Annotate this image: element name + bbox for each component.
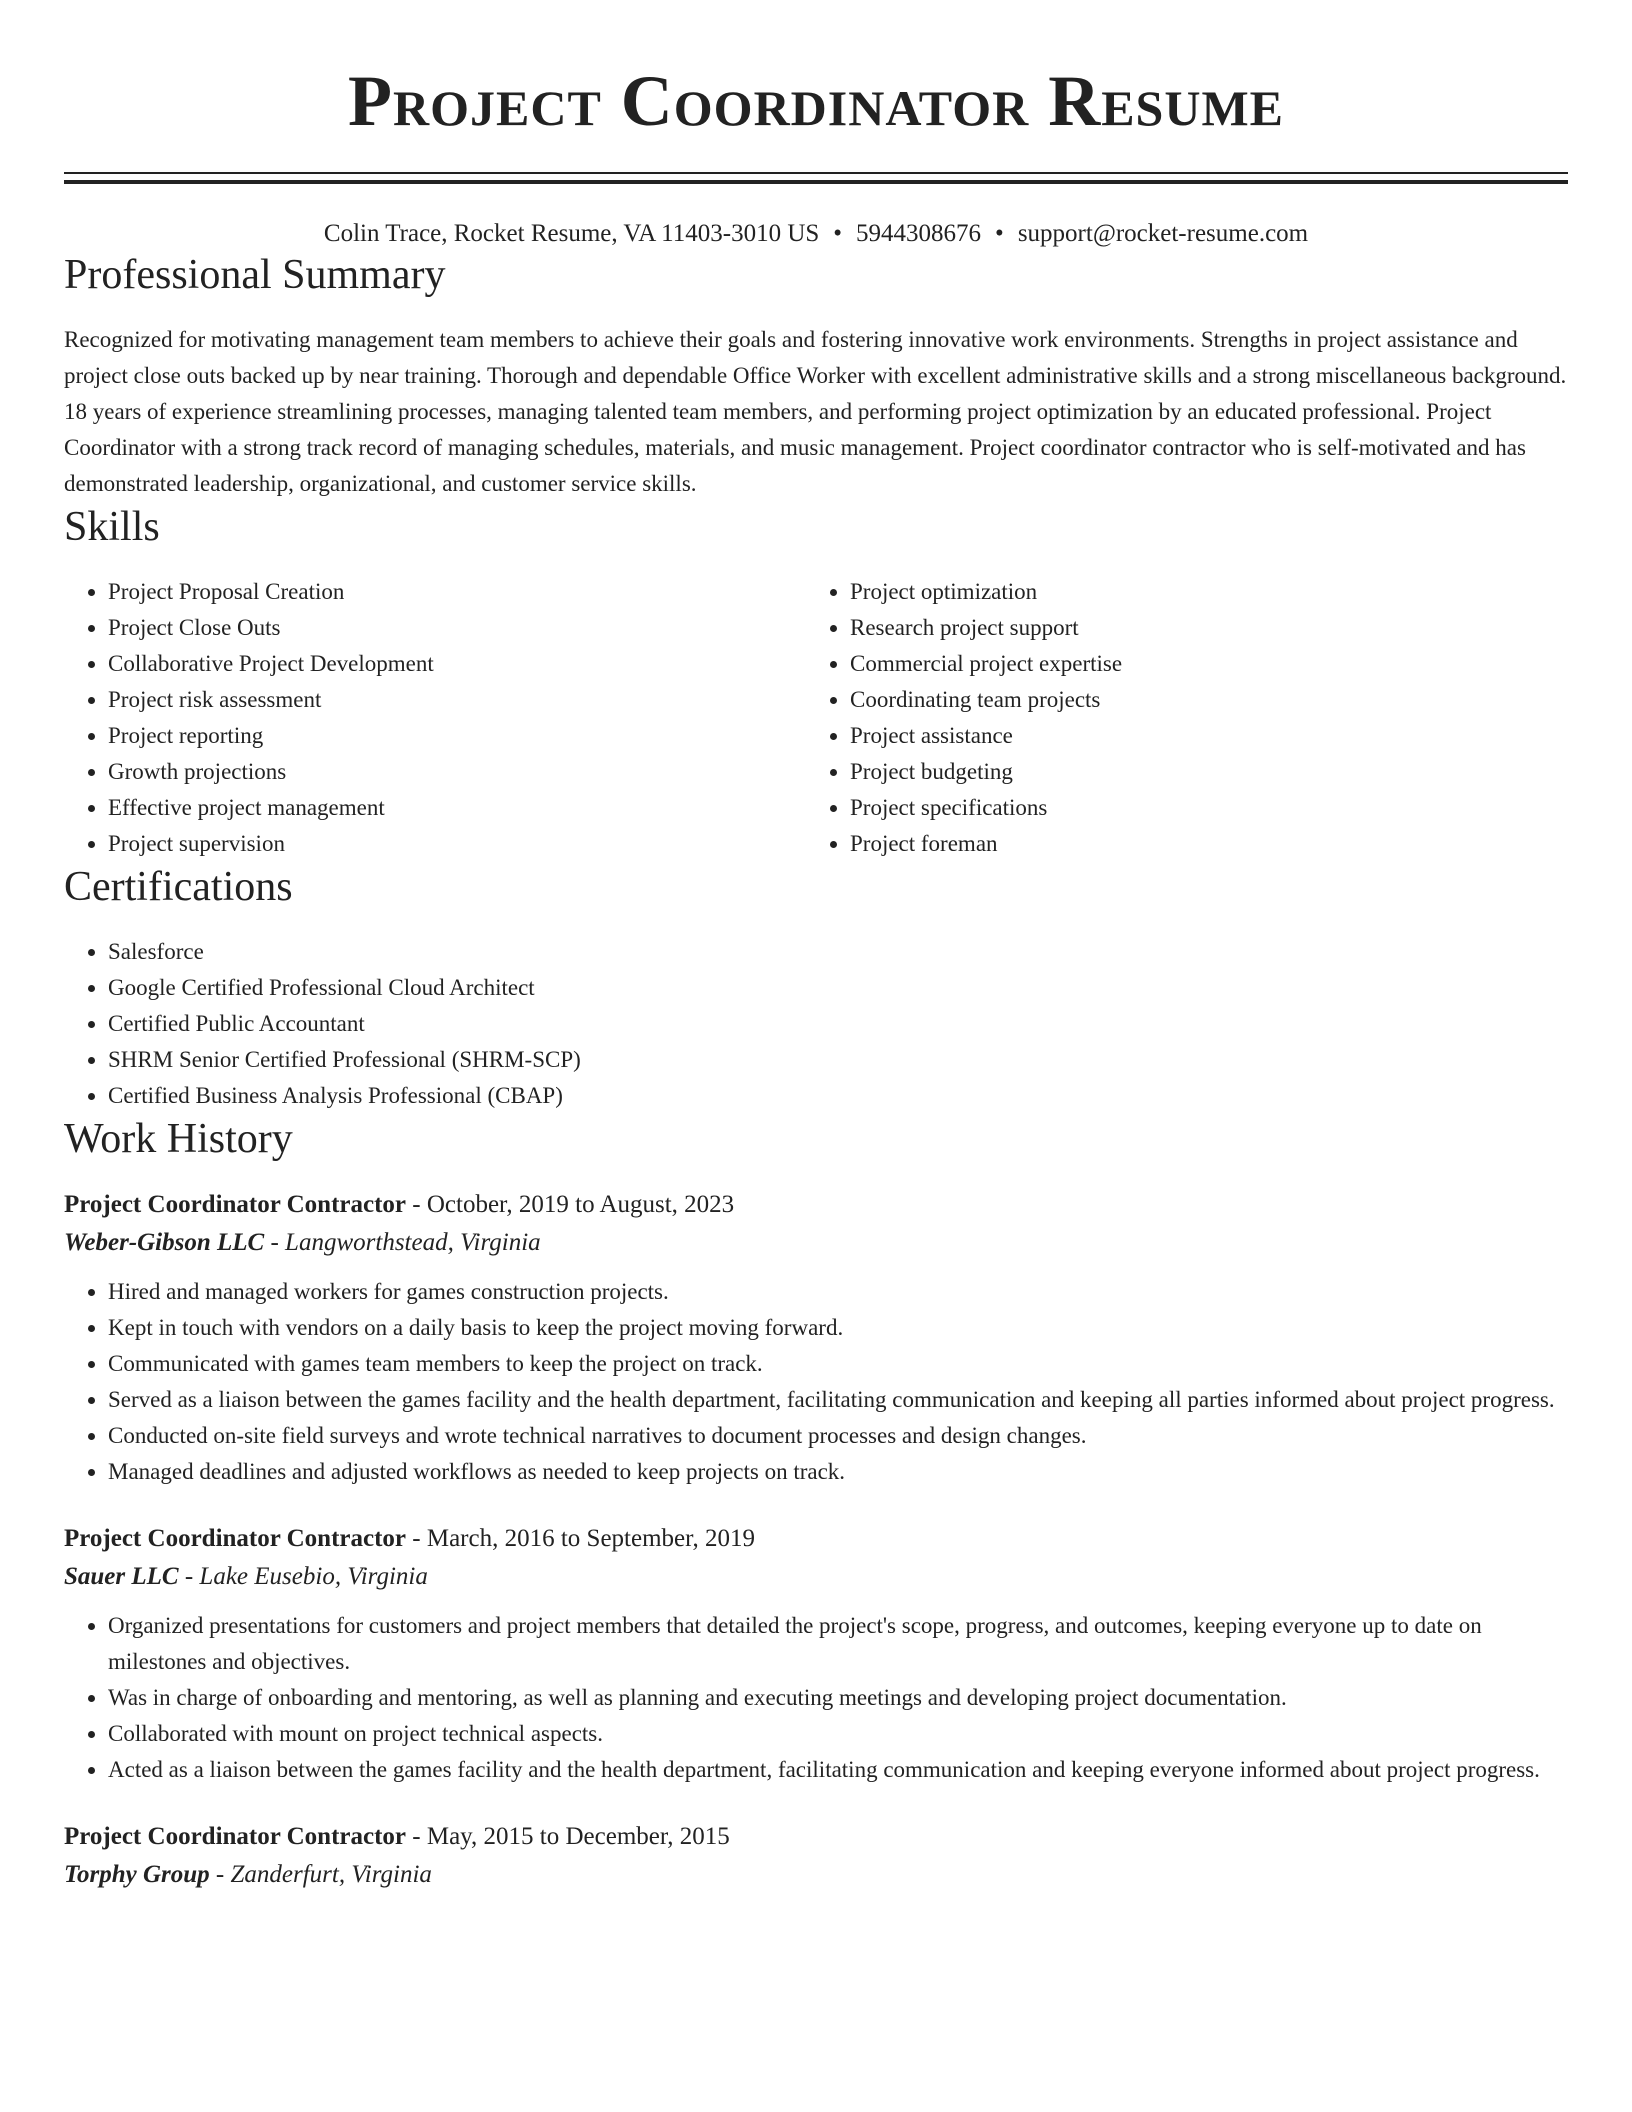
- skill-item: • Project foreman: [850, 826, 1548, 862]
- skill-item: • Project supervision: [108, 826, 806, 862]
- job-duty: • Managed deadlines and adjusted workflows as needed to keep projects on track.: [108, 1454, 1568, 1490]
- company-location: - Zanderfurt, Virginia: [209, 1861, 432, 1888]
- title-divider-thin: [64, 172, 1568, 174]
- job-entry: [64, 1520, 1568, 1788]
- certification-item: • Google Certified Professional Cloud Architect: [108, 970, 1568, 1006]
- company-name: Weber-Gibson LLC: [64, 1229, 265, 1256]
- job-title: Project Coordinator Contractor: [64, 1823, 407, 1850]
- skill-item: • Project reporting: [108, 718, 806, 754]
- skill-item: • Coordinating team projects: [850, 682, 1548, 718]
- contact-address: Colin Trace, Rocket Resume, VA 11403-3010 US: [323, 220, 820, 247]
- skills-column-left: [64, 574, 806, 862]
- job-duties-list: [64, 1274, 1568, 1490]
- resume-page: [64, 0, 1568, 1894]
- skills-grid: [64, 574, 1568, 862]
- skill-item: • Collaborative Project Development: [108, 646, 806, 682]
- job-title: Project Coordinator Contractor: [64, 1191, 407, 1218]
- skills-column-right: [806, 574, 1548, 862]
- job-duties-list: [64, 1608, 1568, 1788]
- job-title-line: [64, 1818, 1568, 1856]
- company-name: Torphy Group: [64, 1861, 210, 1888]
- skill-item: • Effective project management: [108, 790, 806, 826]
- job-dates: - October, 2019 to August, 2023: [406, 1191, 735, 1218]
- company-line: [64, 1224, 1568, 1262]
- skill-item: • Project risk assessment: [108, 682, 806, 718]
- skills-list-right: [806, 574, 1548, 862]
- resume-title: Project Coordinator Resume: [348, 61, 1284, 141]
- job-duty: • Communicated with games team members to keep the project on track.: [108, 1346, 1568, 1382]
- job-duty: • Was in charge of onboarding and mentoring, as well as planning and executing meetings and developing project documentation.: [108, 1680, 1568, 1716]
- job-duty: • Kept in touch with vendors on a daily basis to keep the project moving forward.: [108, 1310, 1568, 1346]
- skill-item: • Project Proposal Creation: [108, 574, 806, 610]
- skill-item: • Project assistance: [850, 718, 1548, 754]
- job-duty: • Hired and managed workers for games construction projects.: [108, 1274, 1568, 1310]
- company-location: - Langworthstead, Virginia: [264, 1229, 541, 1256]
- certification-item: • SHRM Senior Certified Professional (SHRM-SCP): [108, 1042, 1568, 1078]
- job-duty: • Acted as a liaison between the games facility and the health department, facilitating communication and keeping everyone informed about project progress.: [108, 1752, 1568, 1788]
- skill-item: • Project specifications: [850, 790, 1548, 826]
- job-duty: • Collaborated with mount on project technical aspects.: [108, 1716, 1568, 1752]
- contact-email: support@rocket-resume.com: [1017, 220, 1309, 247]
- certification-item: • Salesforce: [108, 934, 1568, 970]
- company-name: Sauer LLC: [64, 1563, 179, 1590]
- skill-item: • Commercial project expertise: [850, 646, 1548, 682]
- contact-separator: •: [833, 220, 843, 247]
- contact-phone: 5944308676: [856, 220, 982, 247]
- summary-text: Recognized for motivating management team members to achieve their goals and fostering innovative work environments. Strengths in project assistance and project close outs backed up by near training. Thorough and dependable Office Worker with excellent administrative skills and a strong miscellaneous background. 18 years of experience streamlining processes, managing talented team members, and performing project optimization by an educated professional. Project Coordinator with a strong track record of managing schedules, materials, and music management. Project coordinator contractor who is self-motivated and has demonstrated leadership, organizational, and customer service skills.: [64, 327, 1567, 496]
- job-duty: • Served as a liaison between the games facility and the health department, facilitating communication and keeping all parties informed about project progress.: [108, 1382, 1568, 1418]
- contact-separator: •: [995, 220, 1004, 247]
- skill-item: • Growth projections: [108, 754, 806, 790]
- skill-item: • Project Close Outs: [108, 610, 806, 646]
- certification-item: • Certified Public Accountant: [108, 1006, 1568, 1042]
- company-line: [64, 1856, 1568, 1894]
- certifications-heading: Certifications: [64, 864, 293, 910]
- skill-item: • Project budgeting: [850, 754, 1548, 790]
- job-dates: - March, 2016 to September, 2019: [406, 1525, 755, 1552]
- company-location: - Lake Eusebio, Virginia: [178, 1563, 428, 1590]
- title-divider-thick: [64, 180, 1568, 184]
- job-dates: - May, 2015 to December, 2015: [406, 1823, 730, 1850]
- certifications-list: [64, 934, 1568, 1114]
- skills-heading: Skills: [64, 504, 160, 550]
- job-duty: • Organized presentations for customers and project members that detailed the project's scope, progress, and outcomes, keeping everyone up to date on milestones and objectives.: [108, 1608, 1568, 1680]
- company-line: [64, 1558, 1568, 1596]
- skill-item: • Project optimization: [850, 574, 1548, 610]
- certification-item: • Certified Business Analysis Professional (CBAP): [108, 1078, 1568, 1114]
- job-title-line: [64, 1186, 1568, 1224]
- skill-item: • Research project support: [850, 610, 1548, 646]
- job-duty: • Conducted on-site field surveys and wrote technical narratives to document processes and design changes.: [108, 1418, 1568, 1454]
- job-entry: [64, 1818, 1568, 1894]
- summary-heading: Professional Summary: [64, 252, 446, 298]
- work-history-heading: Work History: [64, 1116, 293, 1162]
- job-title: Project Coordinator Contractor: [64, 1525, 407, 1552]
- contact-line: [64, 218, 1568, 250]
- skills-list-left: [64, 574, 806, 862]
- job-title-line: [64, 1520, 1568, 1558]
- job-entry: [64, 1186, 1568, 1490]
